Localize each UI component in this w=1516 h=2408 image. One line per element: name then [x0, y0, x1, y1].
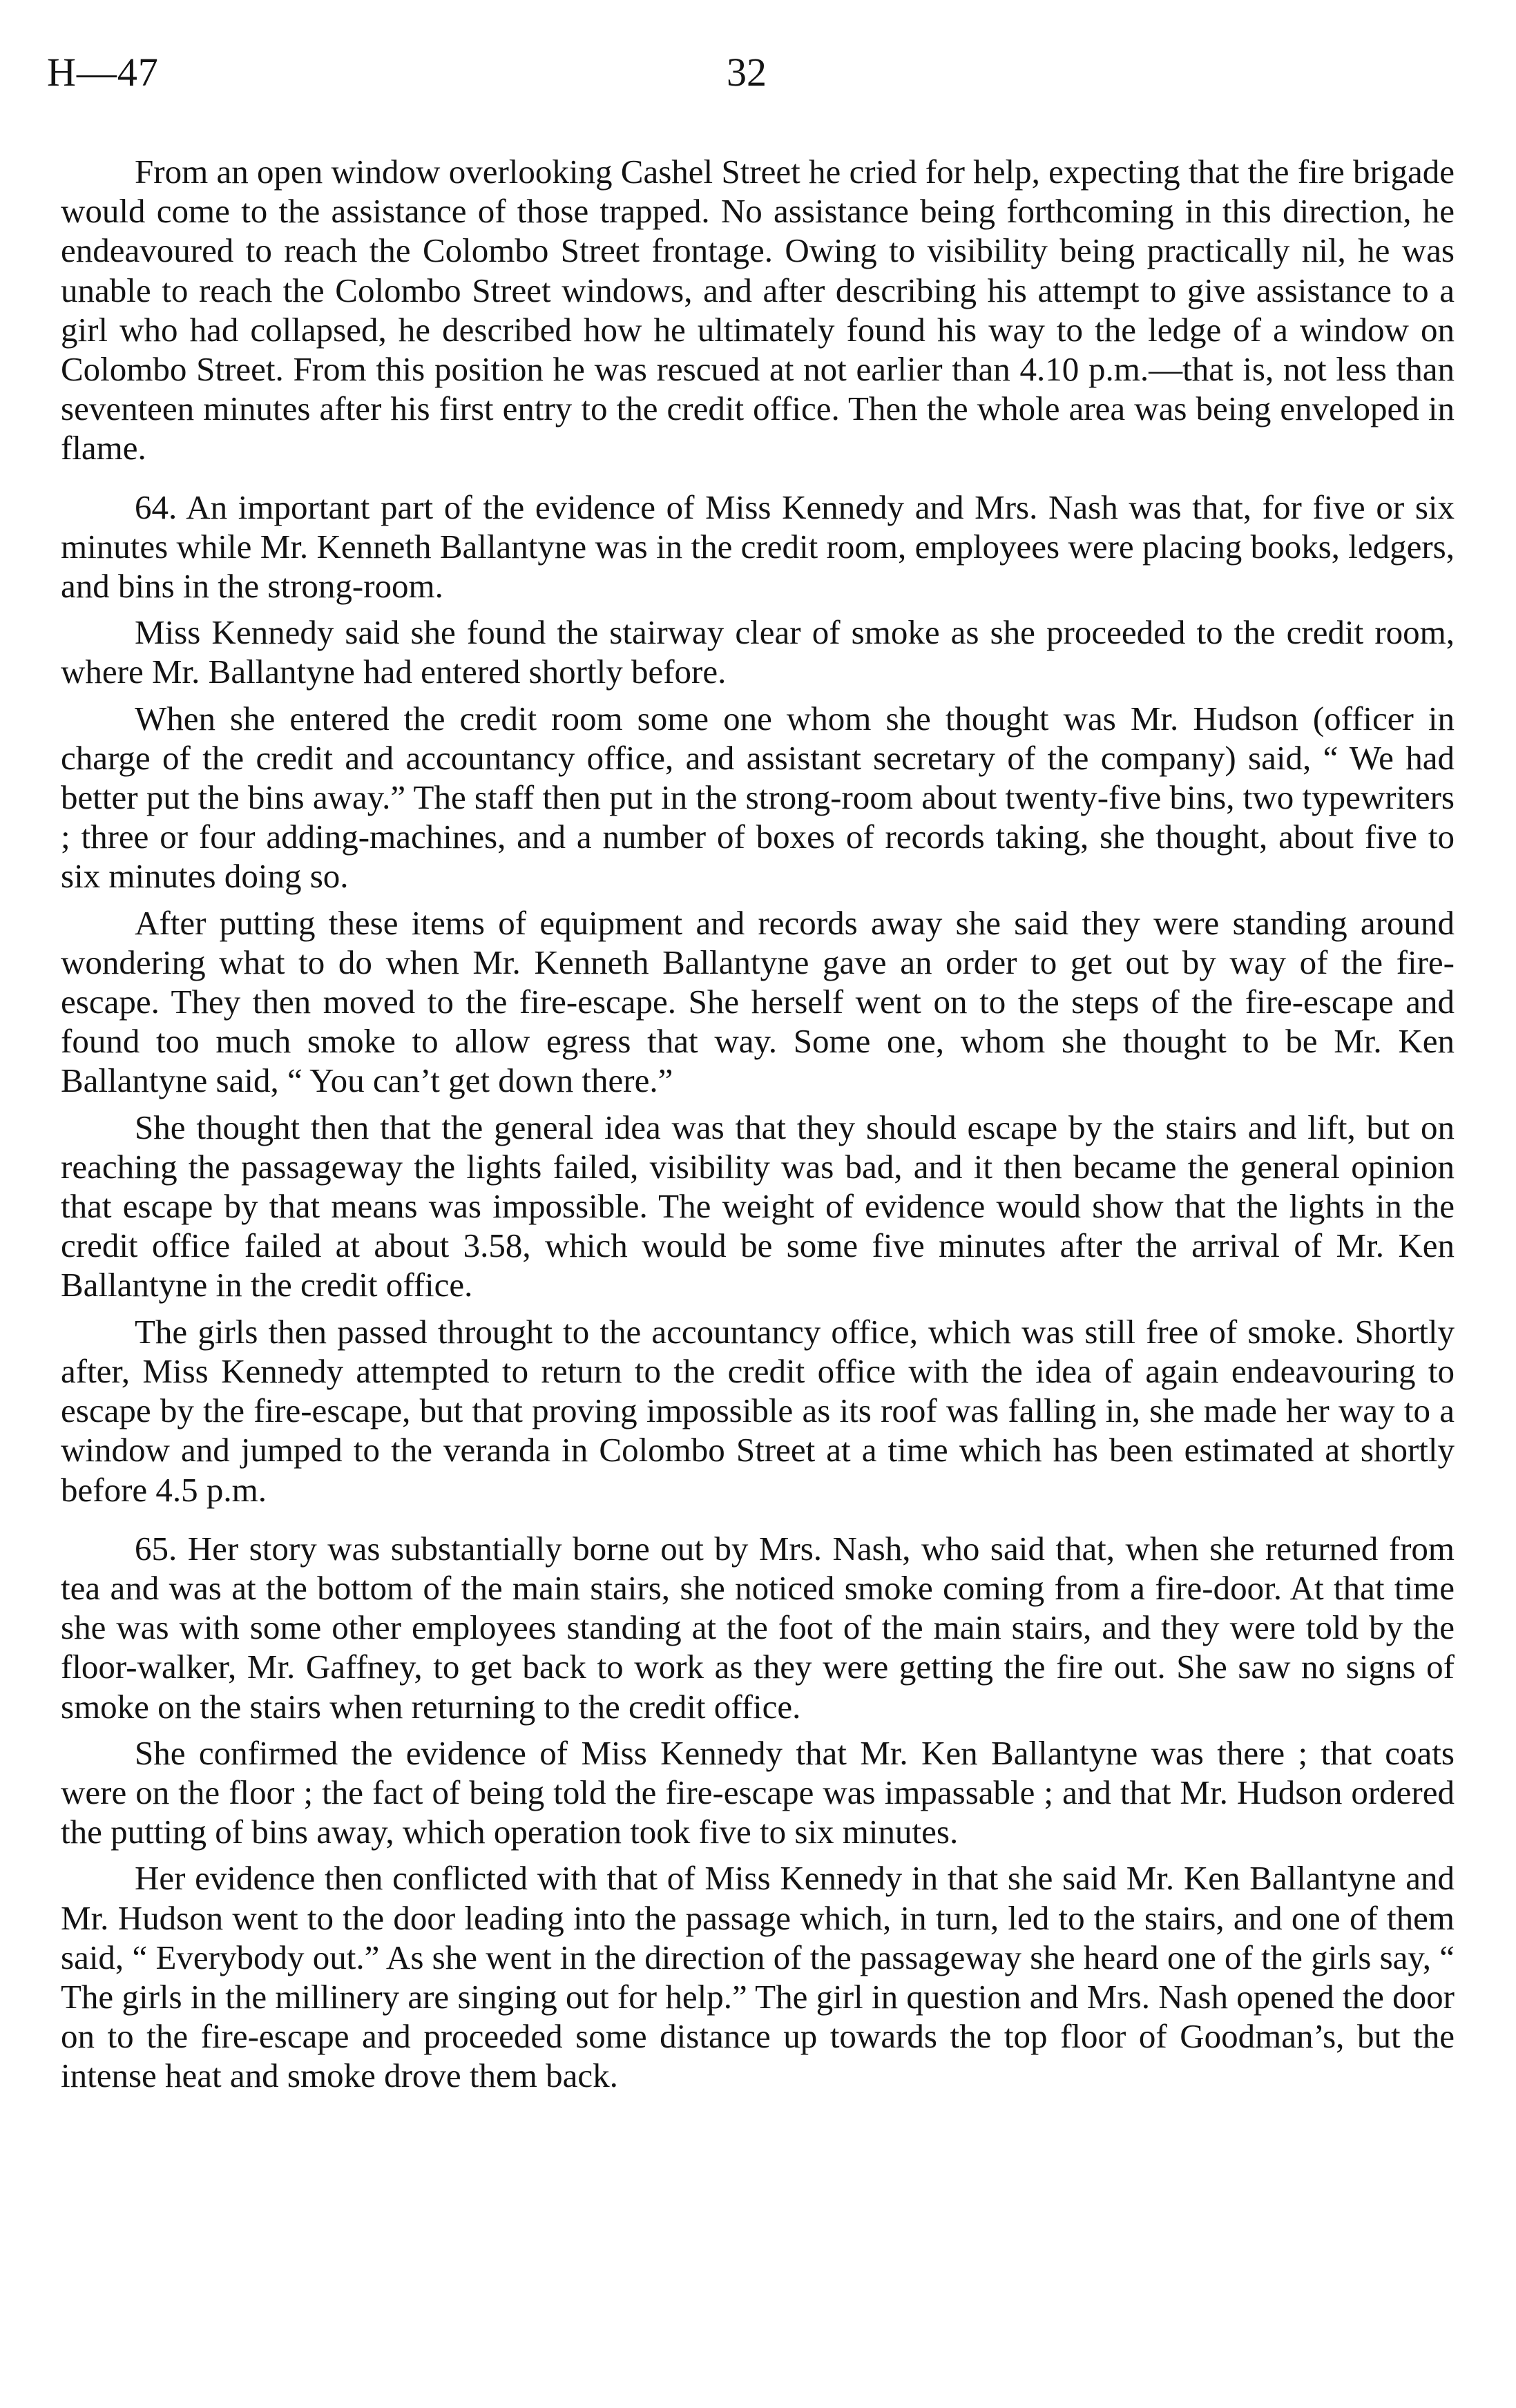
paragraph-rescue-account — [61, 152, 1455, 468]
paragraph-kennedy-stairway — [61, 613, 1455, 691]
page-number: 32 — [727, 50, 767, 95]
paragraph-bins-away — [61, 699, 1455, 896]
paragraph-text: She thought then that the general idea was that they should escape by the stairs and lift, but on reaching the passageway the lights failed, visibility was bad, and it then became the general opinion that escape by that means was impossible. The weight of evidence would show that the lights in the credit office failed at about 3.58, which would be some five minutes after the arrival of Mr. Ken Ballantyne in the credit office. — [61, 1108, 1455, 1304]
paragraph-nash-confirmed — [61, 1733, 1455, 1852]
paragraph-fire-escape — [61, 903, 1455, 1101]
paragraph-text: From an open window overlooking Cashel Street he cried for help, expecting that the fire brigade would come to the assistance of those trapped. No assistance being forthcoming in this direction, he endeavoured to reach the Colombo Street frontage. Owing to visibility being practically nil, he was unable to reach the Colombo Street windows, and after describing his attempt to give assistance to a girl who had collapsed, he described how he ultimately found his way to the ledge of a window on Colombo Street. From this position he was rescued at not earlier than 4.10 p.m.—that is, not less than seventeen minutes after his first entry to the credit office. Then the whole area was being enveloped in flame. — [61, 153, 1455, 468]
report-reference: H—47 — [47, 50, 159, 95]
paragraph-text: Her story was substantially borne out by Mrs. Nash, who said that, when she returned from tea and was at the bottom of the main stairs, she noticed smoke coming from a fire-door. At that time she was with some other employees standing at the foot of the main stairs, and they were told by the floor-walker, Mr. Gaffney, to get back to work as they were getting the fire out. She saw no signs of smoke on the stairs when returning to the credit office. — [61, 1529, 1455, 1726]
paragraph-number: 64. — [135, 488, 177, 526]
paragraph-text: The girls then passed throught to the accountancy office, which was still free of smoke. Shortly after, Miss Kennedy attempted to return to the credit office with the idea of again endeavouring to escape by the fire-escape, but that proving impossible as its roof was falling in, she made her way to a window and jumped to the veranda in Colombo Street at a time which has been estimated at shortly before 4.5 p.m. — [61, 1312, 1455, 1509]
paragraph-text: When she entered the credit room some one whom she thought was Mr. Hudson (officer in charge of the credit and accountancy office, and assistant secretary of the company) said, “ We had better put the bins away.” The staff then put in the strong-room about twenty-five bins, two typewriters ; three or four adding-machines, and a number of boxes of records taking, she thought, about five to six minutes doing so. — [61, 699, 1455, 896]
document-body — [61, 152, 1455, 2096]
paragraph-accountancy-office — [61, 1312, 1455, 1510]
paragraph-nash-conflict — [61, 1858, 1455, 2095]
paragraph-number: 65. — [135, 1529, 177, 1568]
paragraph-65 — [61, 1529, 1455, 1726]
paragraph-text: Her evidence then conflicted with that of Miss Kennedy in that she said Mr. Ken Ballantyne and Mr. Hudson went to the door leading into the passage which, in turn, led to the stairs, and one of them said, “ Everybody out.” As she went in the direction of the passageway she heard one of the girls say, “ The girls in the millinery are singing out for help.” The girl in question and Mrs. Nash opened the door on to the fire-escape and proceeded some distance up towards the top floor of Goodman’s, but the intense heat and smoke drove them back. — [61, 1859, 1455, 2095]
paragraph-lights-failed — [61, 1108, 1455, 1305]
paragraph-64 — [61, 488, 1455, 606]
paragraph-text: She confirmed the evidence of Miss Kennedy that Mr. Ken Ballantyne was there ; that coats were on the floor ; the fact of being told the fire-escape was impassable ; and that Mr. Hudson ordered the putting of bins away, which operation took five to six minutes. — [61, 1733, 1455, 1851]
paragraph-text: An important part of the evidence of Miss Kennedy and Mrs. Nash was that, for five or six minutes while Mr. Kenneth Ballantyne was in the credit room, employees were placing books, ledgers, and bins in the strong-room. — [61, 488, 1455, 606]
paragraph-text: Miss Kennedy said she found the stairway clear of smoke as she proceeded to the credit room, where Mr. Ballantyne had entered shortly before. — [61, 613, 1455, 691]
paragraph-text: After putting these items of equipment and records away she said they were standing around wondering what to do when Mr. Kenneth Ballantyne gave an order to get out by way of the fire-escape. They then moved to the fire-escape. She herself went on to the steps of the fire-escape and found too much smoke to allow egress that way. Some one, whom she thought to be Mr. Ken Ballantyne said, “ You can’t get down there.” — [61, 903, 1455, 1100]
